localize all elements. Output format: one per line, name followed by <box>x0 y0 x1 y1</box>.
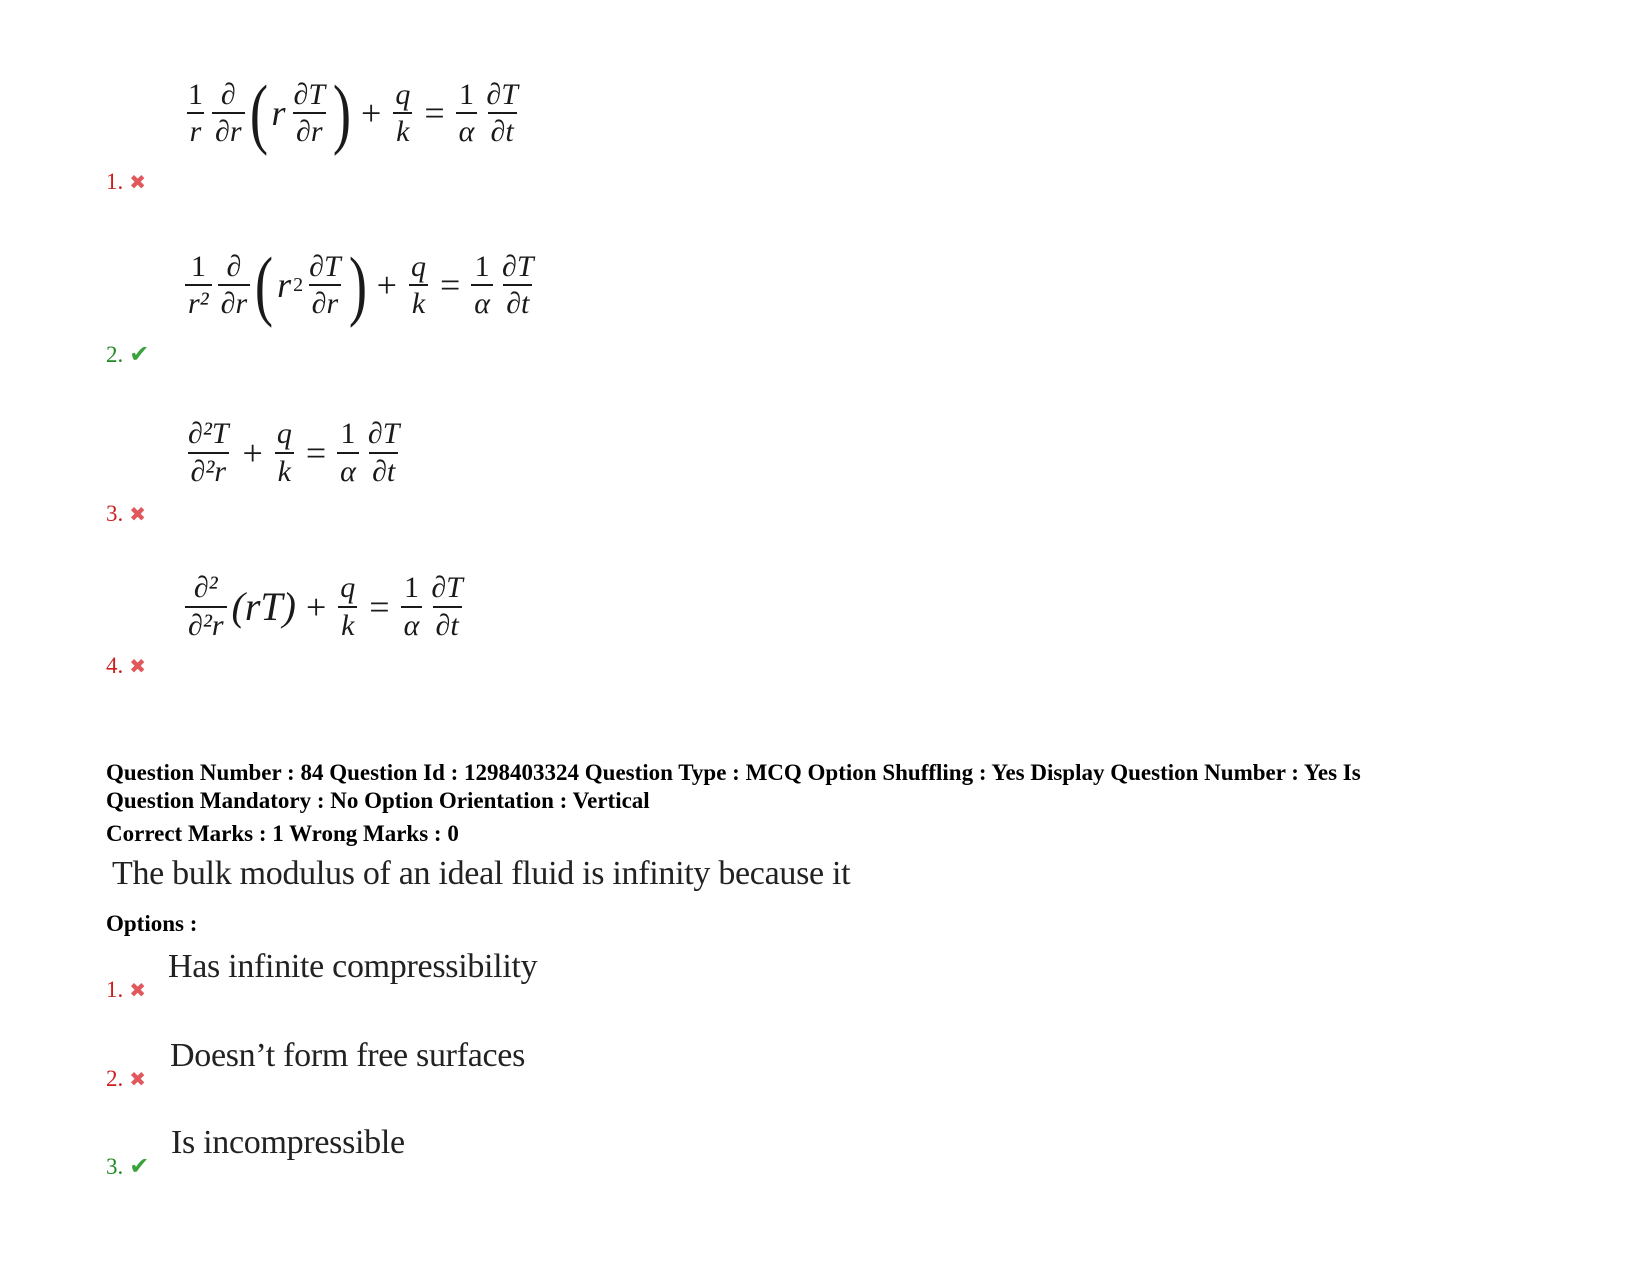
fraction: $\frac{\partial T}{\partial r}$ <box>293 77 326 148</box>
answer-option-3-text: Is incompressible <box>171 1124 405 1161</box>
option-number-1: 1. ✖ <box>106 169 147 194</box>
answer-option-2-text: Doesn’t form free surfaces <box>170 1037 526 1074</box>
options-label: Options : <box>106 911 198 936</box>
fraction: $\frac{q}{k}$ <box>274 418 295 487</box>
equation-option-4: $\frac{\text{∂²}}{\text{∂²r}}$ (rT) + $\frac{q}{k}$ = $\frac{1}{\alpha}$ $\frac{\partial T}{\partial t}$ <box>182 572 469 641</box>
fraction: $\frac{1}{\alpha}$ <box>401 572 423 641</box>
check-icon: ✔ <box>129 1152 150 1180</box>
option-number-4: 4. ✖ <box>106 653 147 678</box>
answer-option-3-number: 3. ✔ <box>106 1152 150 1180</box>
equation-option-3: $\frac{\text{∂²T}}{\text{∂²r}}$ + $\frac{q}{k}$ = $\frac{1}{\alpha}$ $\frac{\partial T}{\partial t}$ <box>182 418 405 487</box>
cross-icon: ✖ <box>129 1067 147 1091</box>
fraction: $\frac{1}{\alpha}$ <box>471 251 493 320</box>
option-number-3: 3. ✖ <box>106 501 147 526</box>
question-text: The bulk modulus of an ideal fluid is infinity because it <box>112 855 851 892</box>
fraction: $\frac{\partial T}{\partial t}$ <box>502 249 534 320</box>
fraction: $\frac{1}{\text{r²}}$ <box>185 251 212 320</box>
fraction: $\frac{1}{\alpha}$ <box>456 79 478 148</box>
fraction: $\frac{q}{k}$ <box>337 572 358 641</box>
fraction: $\frac{\text{∂²T}}{\text{∂²r}}$ <box>188 417 229 488</box>
cross-icon: ✖ <box>129 978 147 1002</box>
fraction: $\frac{\partial T}{\partial t}$ <box>431 571 463 642</box>
check-icon: ✔ <box>129 340 150 368</box>
fraction: $\frac{q}{k}$ <box>392 79 413 148</box>
fraction: $\frac{\text{∂²}}{\text{∂²r}}$ <box>185 572 227 641</box>
equation-option-1: $\frac{1}{r}$ $\frac{\partial}{\partial r}$ ( r $\frac{\partial T}{\partial r}$ ) + $\frac{q}{k}$ = $\frac{1}{\alpha}$ $\frac{\partial T}{\partial t}$ <box>182 74 524 152</box>
cross-icon: ✖ <box>129 502 147 526</box>
fraction: $\frac{q}{k}$ <box>408 251 429 320</box>
answer-option-1-number: 1. ✖ <box>106 977 147 1002</box>
answer-option-1-text: Has infinite compressibility <box>168 948 538 985</box>
fraction: $\frac{\partial T}{\partial r}$ <box>309 249 341 320</box>
marks-line: Correct Marks : 1 Wrong Marks : 0 <box>106 821 459 846</box>
fraction: $\frac{1}{r}$ <box>188 77 203 148</box>
option-number-2: 2. ✔ <box>106 340 150 368</box>
cross-icon: ✖ <box>129 170 147 194</box>
equation-option-2: $\frac{1}{\text{r²}}$ $\frac{\partial}{\partial r}$ ( r 2 $\frac{\partial T}{\partial r}$ ) + $\frac{q}{k}$ = $\frac{1}{\alpha}$ $\frac{\partial T}{\partial t}$ <box>182 246 540 324</box>
answer-option-2-number: 2. ✖ <box>106 1066 147 1091</box>
cross-icon: ✖ <box>129 654 147 678</box>
fraction: $\frac{\partial T}{\partial t}$ <box>486 77 518 148</box>
fraction: $\frac{1}{\alpha}$ <box>337 418 359 487</box>
fraction: $\frac{\partial T}{\partial t}$ <box>367 417 400 488</box>
question-meta: Question Number : 84 Question Id : 1298403324 Question Type : MCQ Option Shuffling : Yes Display Question Number : Yes Is Question Mandatory : No Option Orientation : Vertical <box>106 760 1361 813</box>
fraction: $\frac{\partial}{\partial r}$ <box>212 79 245 148</box>
fraction: $\frac{\partial}{\partial r}$ <box>218 251 251 320</box>
